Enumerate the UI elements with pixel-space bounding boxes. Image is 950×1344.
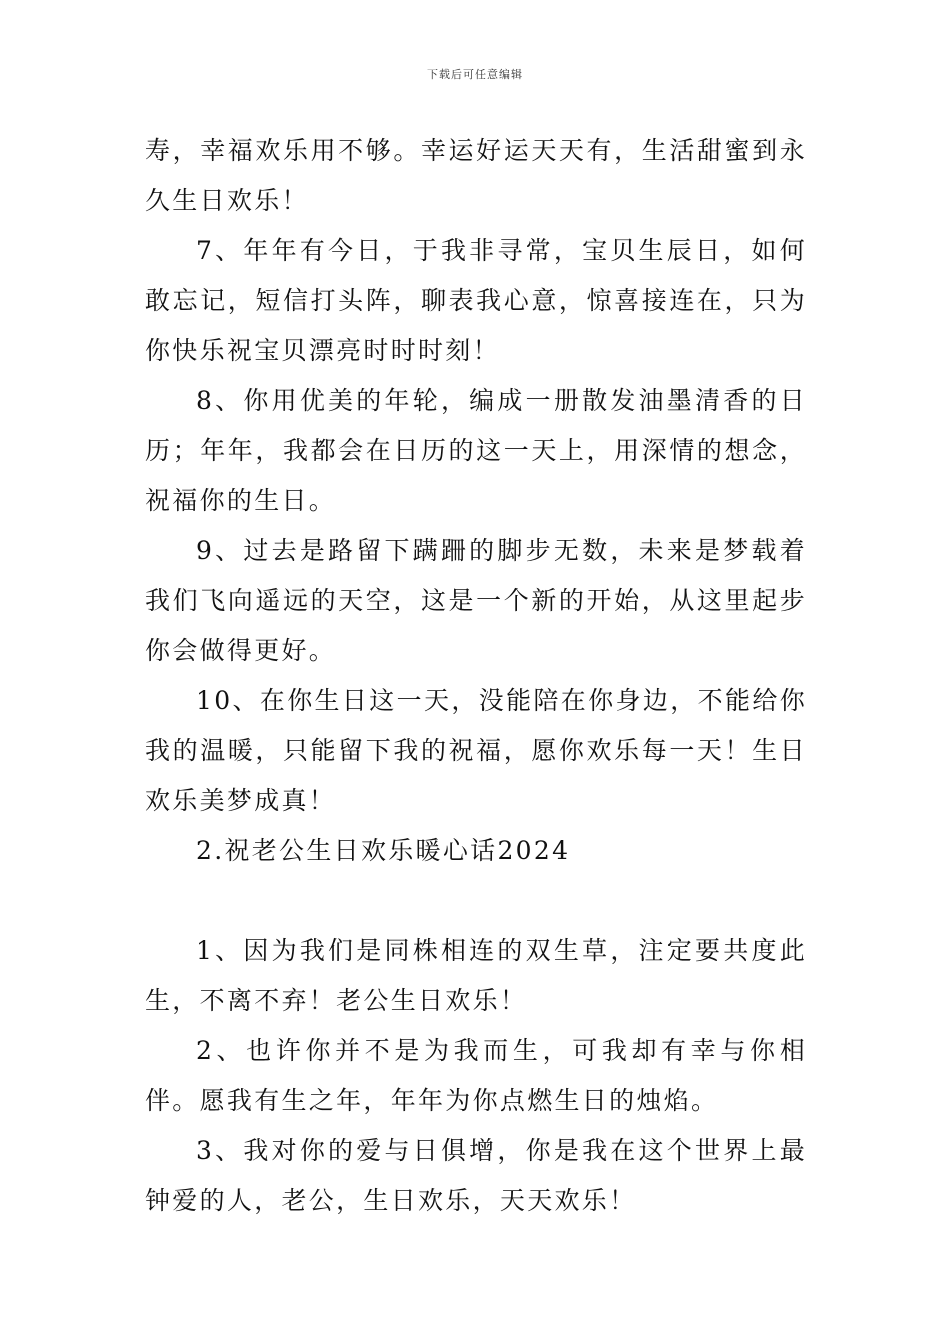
section-heading: 2.祝老公生日欢乐暖心话2024 (196, 836, 571, 865)
paragraph-item-2: 2、也许你并不是为我而生，可我却有幸与你相伴。愿我有生之年，年年为你点燃生日的烛焰。 (145, 1036, 807, 1115)
paragraph-continuation: 寿，幸福欢乐用不够。幸运好运天天有，生活甜蜜到永久生日欢乐！ (145, 136, 807, 215)
paragraph-item-9: 9、过去是路留下蹒跚的脚步无数，未来是梦载着我们飞向遥远的天空，这是一个新的开始，从这里起步你会做得更好。 (145, 536, 807, 665)
paragraph-item-10: 10、在你生日这一天，没能陪在你身边，不能给你我的温暖，只能留下我的祝福，愿你欢乐每一天！生日欢乐美梦成真！ (145, 686, 807, 815)
paragraph-item-7: 7、年年有今日，于我非寻常，宝贝生辰日，如何敢忘记，短信打头阵，聊表我心意，惊喜接连在，只为你快乐祝宝贝漂亮时时时刻！ (145, 236, 807, 365)
paragraph-item-8: 8、你用优美的年轮，编成一册散发油墨清香的日历；年年，我都会在日历的这一天上，用深情的想念，祝福你的生日。 (145, 386, 807, 515)
blank-line (145, 876, 807, 926)
page-header: 下载后可任意编辑 (427, 68, 523, 81)
document-body (145, 126, 807, 1226)
paragraph-item-1: 1、因为我们是同株相连的双生草，注定要共度此生，不离不弃！老公生日欢乐！ (145, 936, 807, 1015)
paragraph-item-3: 3、我对你的爱与日俱增，你是我在这个世界上最钟爱的人，老公，生日欢乐，天天欢乐！ (145, 1136, 807, 1215)
